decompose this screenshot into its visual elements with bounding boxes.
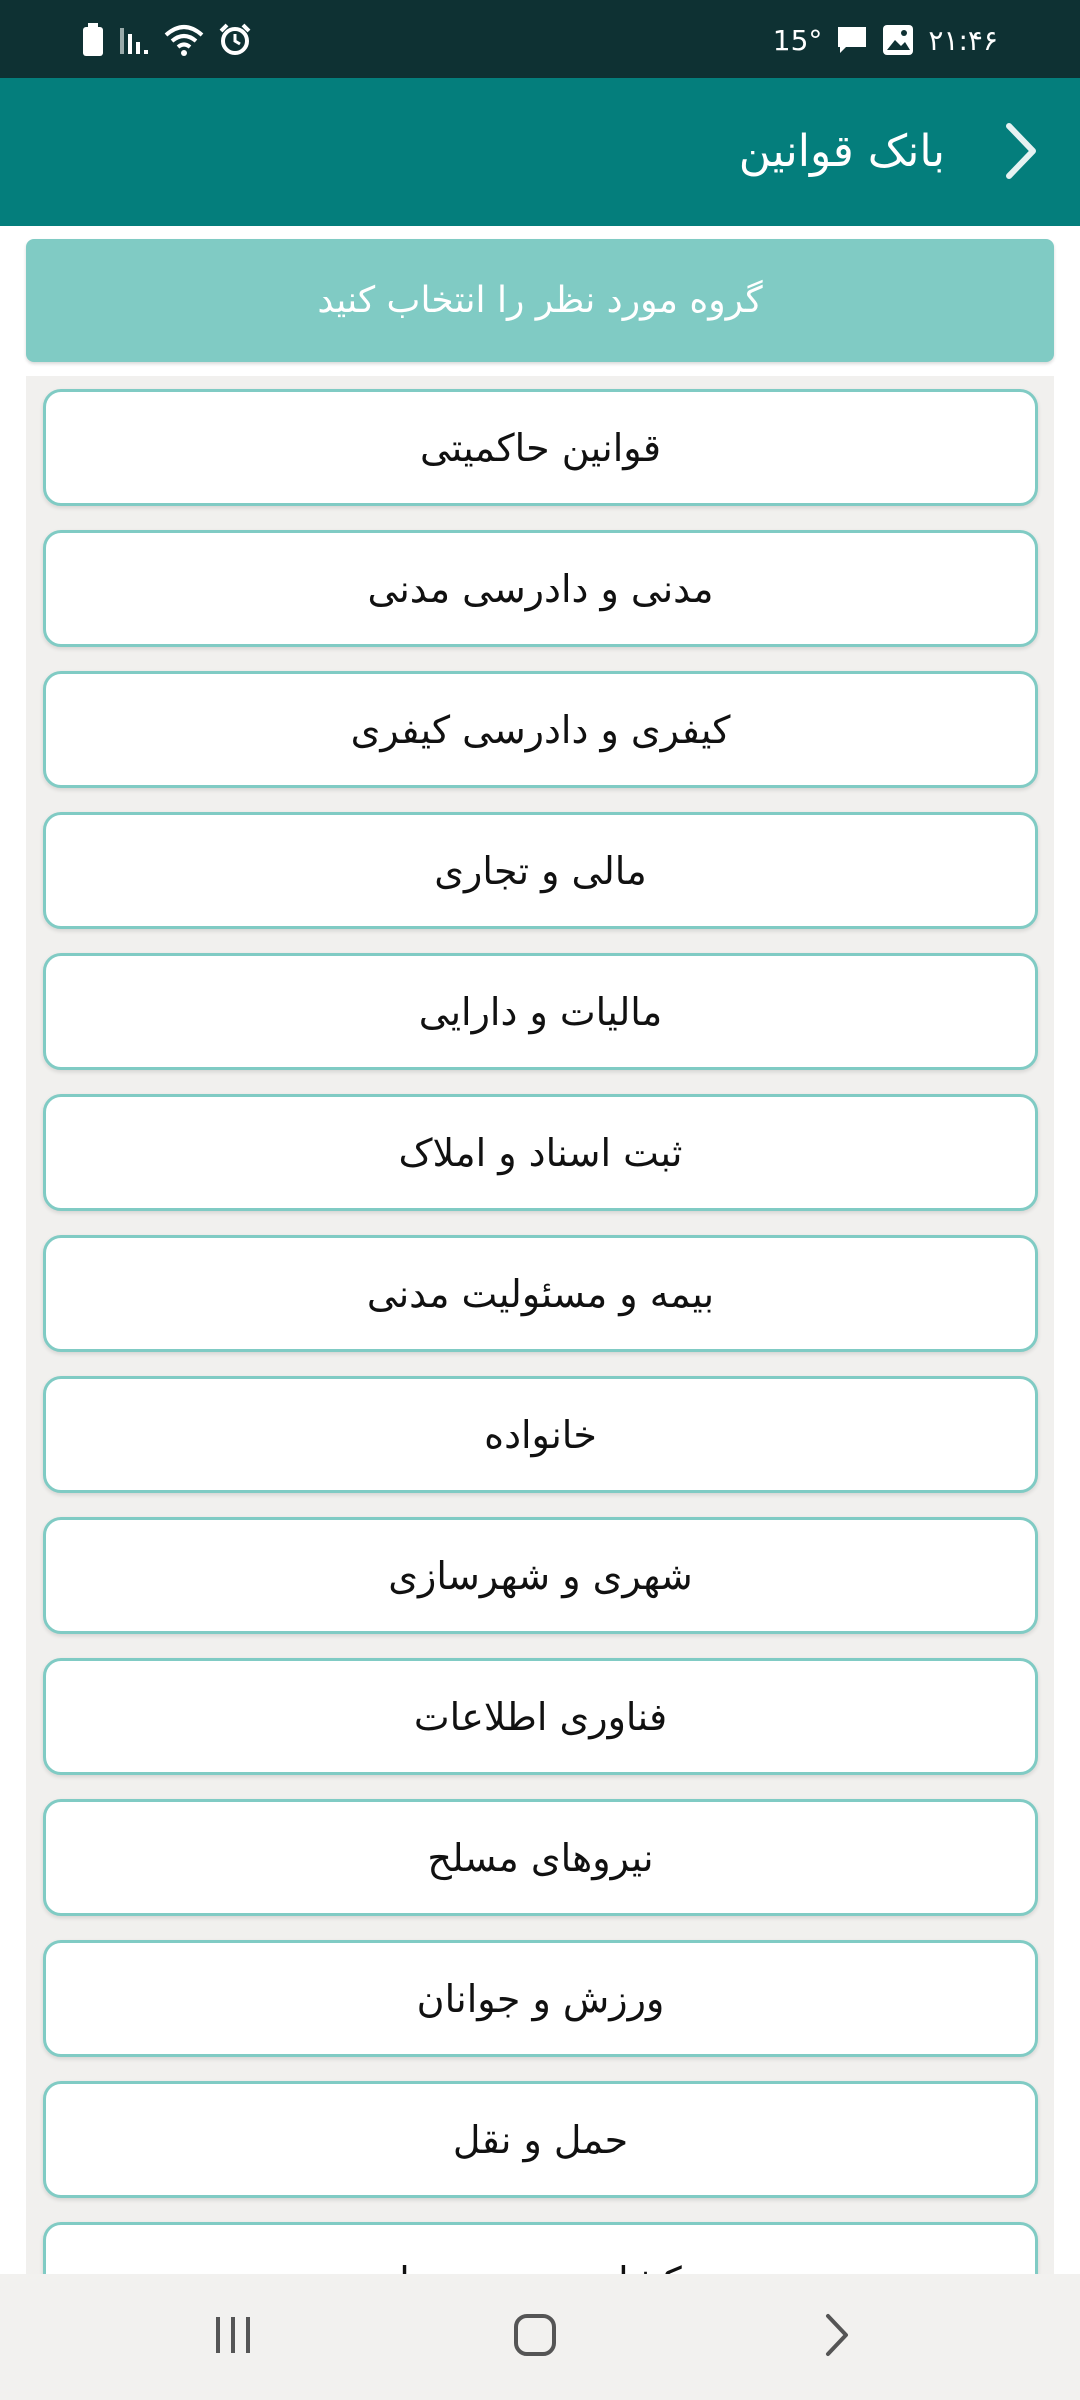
back-icon bbox=[822, 2312, 852, 2362]
recent-apps-icon bbox=[212, 2313, 254, 2361]
main-content bbox=[0, 226, 1080, 2274]
system-nav-bar bbox=[0, 2274, 1080, 2400]
category-item-finance-commerce[interactable] bbox=[43, 812, 1038, 929]
recent-apps-button[interactable] bbox=[188, 2302, 278, 2372]
category-label: مدنی و دادرسی مدنی bbox=[367, 566, 714, 611]
status-icons-left bbox=[82, 20, 252, 60]
home-button[interactable] bbox=[490, 2302, 580, 2372]
signal-icon bbox=[118, 22, 150, 58]
alarm-icon bbox=[218, 22, 252, 58]
system-back-button[interactable] bbox=[792, 2302, 882, 2372]
category-label: مالیات و دارایی bbox=[418, 989, 663, 1034]
category-label: نیروهای مسلح bbox=[427, 1835, 654, 1880]
wifi-icon bbox=[164, 22, 204, 58]
category-label: بیمه و مسئولیت مدنی bbox=[366, 1271, 715, 1316]
message-notification-icon bbox=[836, 22, 868, 58]
category-label: خانواده bbox=[484, 1412, 597, 1457]
instruction-text: گروه مورد نظر را انتخاب کنید bbox=[317, 280, 763, 321]
chevron-right-icon bbox=[1004, 122, 1038, 184]
category-item-civil[interactable] bbox=[43, 530, 1038, 647]
category-list[interactable] bbox=[26, 376, 1054, 2276]
home-icon bbox=[512, 2312, 558, 2362]
category-item-registration[interactable] bbox=[43, 1094, 1038, 1211]
category-label: حمل و نقل bbox=[452, 2117, 629, 2162]
app-bar bbox=[0, 78, 1080, 226]
category-item-it[interactable] bbox=[43, 1658, 1038, 1775]
category-item-urban[interactable] bbox=[43, 1517, 1038, 1634]
category-item-armed-forces[interactable] bbox=[43, 1799, 1038, 1916]
category-label: ثبت اسناد و املاک bbox=[398, 1130, 683, 1175]
temperature-text: 15° bbox=[772, 23, 823, 57]
battery-icon bbox=[82, 22, 104, 58]
instruction-banner bbox=[26, 239, 1054, 362]
category-label: مالی و تجاری bbox=[434, 848, 647, 893]
category-item-tax[interactable] bbox=[43, 953, 1038, 1070]
category-label: قوانین حاکمیتی bbox=[419, 425, 662, 470]
gallery-notification-icon bbox=[882, 22, 914, 58]
clock-text: ۲۱:۴۶ bbox=[928, 23, 998, 57]
category-item-transport[interactable] bbox=[43, 2081, 1038, 2198]
category-item-sovereignty[interactable] bbox=[43, 389, 1038, 506]
page-title: بانک قوانین bbox=[738, 126, 945, 177]
status-icons-right bbox=[773, 20, 998, 60]
category-label: ورزش و جوانان bbox=[416, 1976, 665, 2021]
category-item-criminal[interactable] bbox=[43, 671, 1038, 788]
status-bar bbox=[0, 0, 1080, 78]
back-button[interactable] bbox=[990, 122, 1052, 184]
category-label: فناوری اطلاعات bbox=[413, 1694, 668, 1739]
category-label: شهری و شهرسازی bbox=[388, 1553, 693, 1598]
category-item-insurance[interactable] bbox=[43, 1235, 1038, 1352]
category-item-family[interactable] bbox=[43, 1376, 1038, 1493]
category-item-sports-youth[interactable] bbox=[43, 1940, 1038, 2057]
category-label: کیفری و دادرسی کیفری bbox=[350, 707, 731, 752]
